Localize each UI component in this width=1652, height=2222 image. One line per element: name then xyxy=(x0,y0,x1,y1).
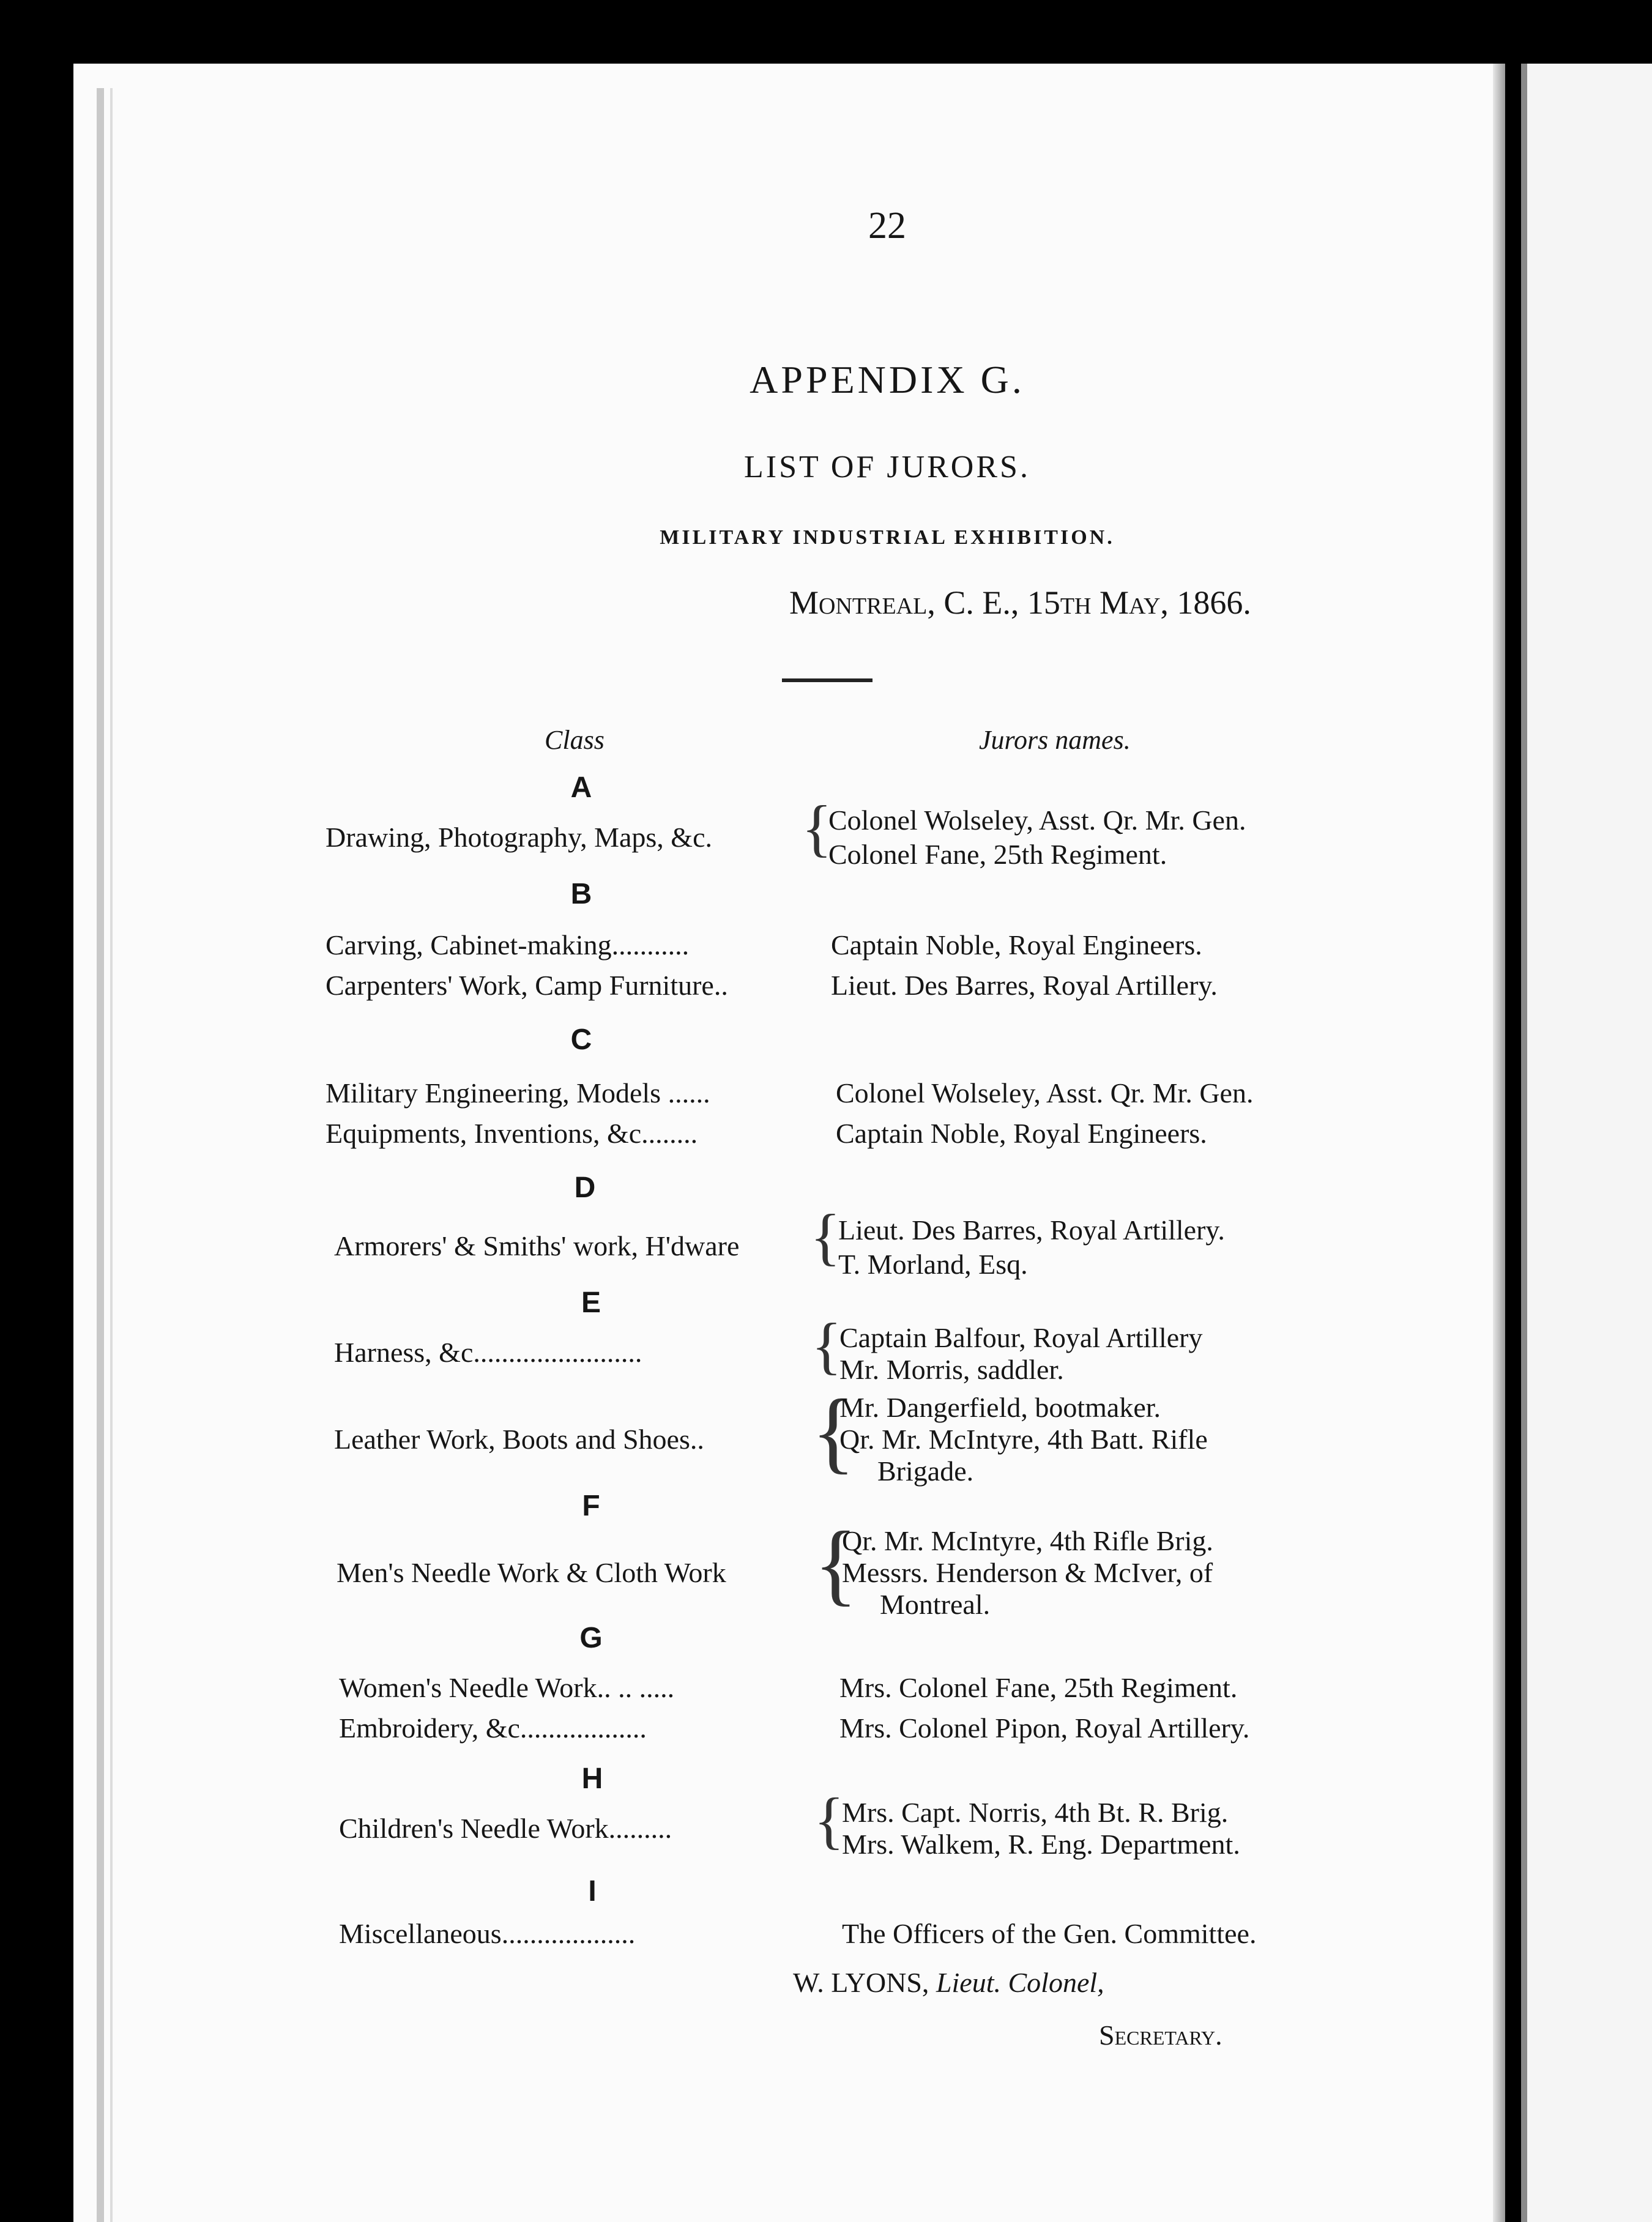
class-name: Harness, &c........................ xyxy=(334,1337,642,1368)
class-name: Military Engineering, Models ...... xyxy=(326,1077,710,1109)
class-name: Carving, Cabinet-making........... xyxy=(326,929,690,961)
brace: { xyxy=(802,793,832,863)
class-name: Men's Needle Work & Cloth Work xyxy=(337,1557,726,1588)
class-name: Children's Needle Work......... xyxy=(339,1813,672,1844)
page-right-edge xyxy=(1493,64,1505,2222)
juror-name: Lieut. Des Barres, Royal Artillery. xyxy=(838,1214,1225,1246)
class-name: Leather Work, Boots and Shoes.. xyxy=(334,1424,704,1455)
juror-name: Colonel Wolseley, Asst. Qr. Mr. Gen. xyxy=(828,804,1246,836)
class-name: Carpenters' Work, Camp Furniture.. xyxy=(326,970,728,1001)
binding-shadow xyxy=(97,88,104,2222)
juror-name: Colonel Wolseley, Asst. Qr. Mr. Gen. xyxy=(836,1077,1254,1109)
section-letter-d: D xyxy=(574,1172,596,1204)
brace: { xyxy=(810,1202,841,1272)
juror-name: Captain Balfour, Royal Artillery xyxy=(839,1322,1203,1353)
juror-name: Mrs. Colonel Pipon, Royal Artillery. xyxy=(839,1712,1250,1744)
section-letter-e: E xyxy=(581,1287,601,1319)
page-number: 22 xyxy=(868,205,906,247)
signature-title: Secretary. xyxy=(1099,2019,1222,2051)
class-name: Drawing, Photography, Maps, &c. xyxy=(326,822,712,853)
juror-name: Messrs. Henderson & McIver, of xyxy=(842,1557,1213,1588)
juror-name: Mr. Morris, saddler. xyxy=(839,1354,1064,1385)
juror-name: Qr. Mr. McIntyre, 4th Batt. Rifle xyxy=(839,1424,1208,1455)
title-divider xyxy=(782,678,873,682)
list-title: LIST OF JURORS. xyxy=(744,450,1030,485)
juror-name: Colonel Fane, 25th Regiment. xyxy=(828,839,1167,870)
juror-name: Mrs. Walkem, R. Eng. Department. xyxy=(842,1829,1240,1860)
section-letter-c: C xyxy=(570,1024,592,1056)
place-date-line: Montreal, C. E., 15th May, 1866. xyxy=(789,584,1251,621)
adjacent-page-border xyxy=(1521,64,1527,2222)
document-page xyxy=(73,64,1505,2222)
section-letter-i: I xyxy=(588,1875,597,1908)
juror-name: Qr. Mr. McIntyre, 4th Rifle Brig. xyxy=(842,1525,1213,1556)
section-letter-h: H xyxy=(581,1763,603,1795)
juror-name: T. Morland, Esq. xyxy=(838,1249,1028,1280)
binding-line xyxy=(110,88,113,2222)
brace: { xyxy=(811,1381,855,1482)
jurors-column-header: Jurors names. xyxy=(979,725,1131,755)
adjacent-page-edge xyxy=(1521,64,1652,2222)
juror-name: Mrs. Colonel Fane, 25th Regiment. xyxy=(839,1672,1238,1703)
signature-name-text: W. LYONS, xyxy=(793,1967,929,1998)
class-name: Armorers' & Smiths' work, H'dware xyxy=(334,1230,740,1261)
section-letter-b: B xyxy=(570,878,592,910)
juror-name: Captain Noble, Royal Engineers. xyxy=(836,1118,1207,1149)
section-letter-a: A xyxy=(570,771,592,804)
section-letter-g: G xyxy=(579,1622,603,1654)
juror-name: Mr. Dangerfield, bootmaker. xyxy=(839,1392,1161,1423)
class-name: Miscellaneous................... xyxy=(339,1918,636,1949)
class-name: Embroidery, &c.................. xyxy=(339,1712,647,1744)
class-name: Equipments, Inventions, &c........ xyxy=(326,1118,698,1149)
signature-rank: Lieut. Colonel, xyxy=(936,1967,1104,1998)
juror-name: The Officers of the Gen. Committee. xyxy=(842,1918,1257,1949)
juror-name: Montreal. xyxy=(880,1589,991,1620)
juror-name: Brigade. xyxy=(877,1455,974,1487)
class-column-header: Class xyxy=(545,725,605,755)
juror-name: Mrs. Capt. Norris, 4th Bt. R. Brig. xyxy=(842,1797,1229,1828)
signature-name xyxy=(793,1966,1104,1999)
class-name: Women's Needle Work.. .. ..... xyxy=(339,1672,675,1703)
juror-name: Lieut. Des Barres, Royal Artillery. xyxy=(831,970,1218,1001)
juror-name: Captain Noble, Royal Engineers. xyxy=(831,929,1202,961)
exhibition-heading: MILITARY INDUSTRIAL EXHIBITION. xyxy=(660,526,1115,549)
brace: { xyxy=(814,1785,844,1856)
brace: { xyxy=(811,1310,842,1381)
section-letter-f: F xyxy=(582,1490,600,1522)
appendix-title: APPENDIX G. xyxy=(750,358,1025,401)
brace: { xyxy=(814,1513,858,1614)
